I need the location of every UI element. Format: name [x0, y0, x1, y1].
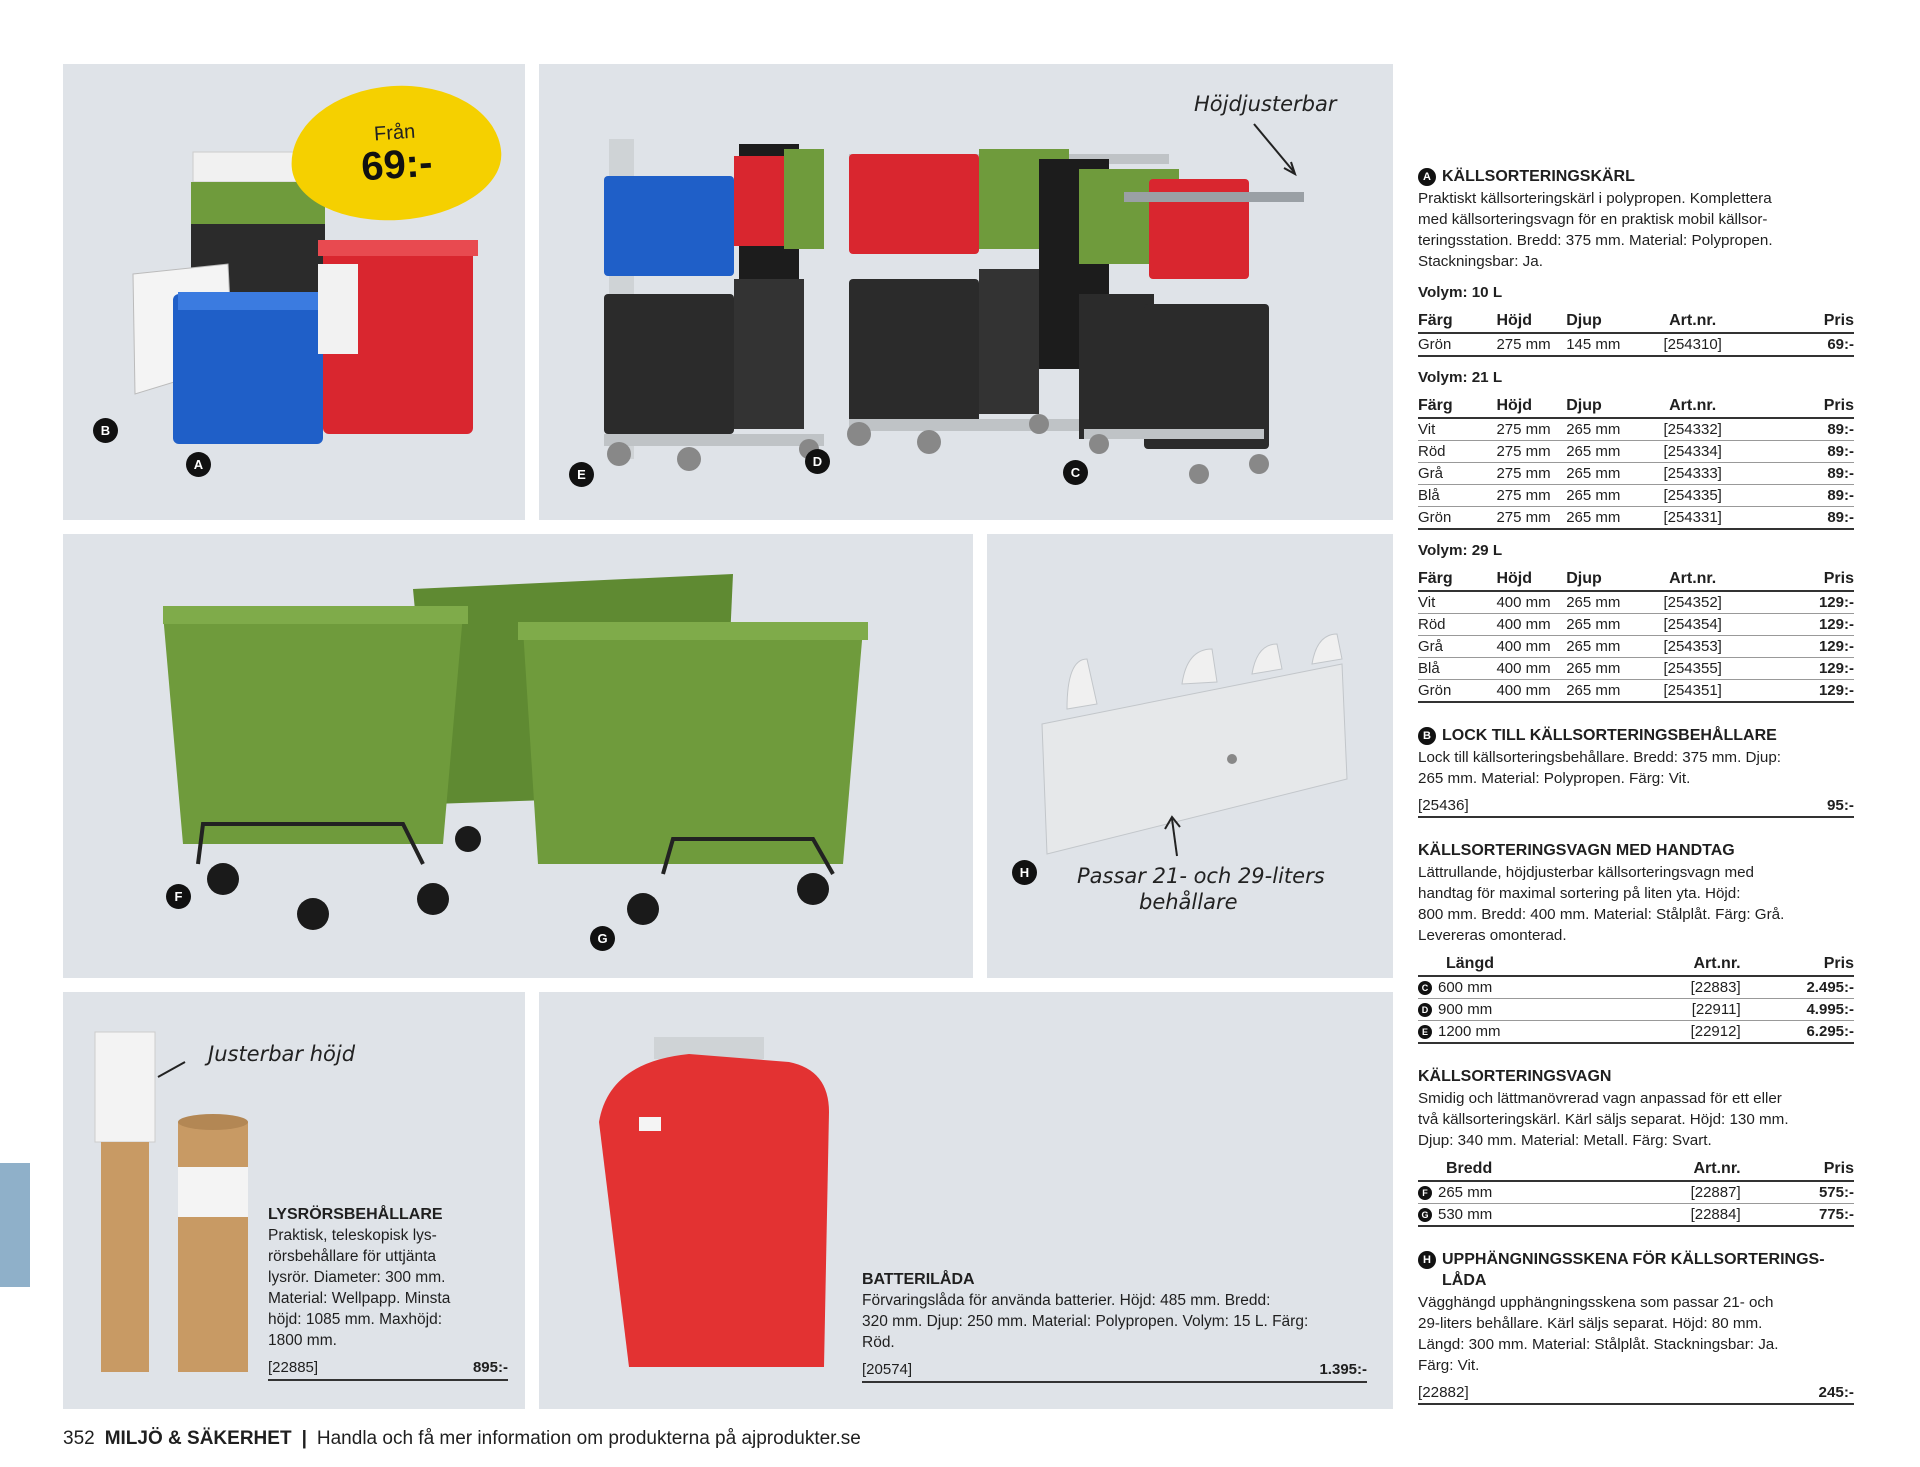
section-h-title-line1: UPPHÄNGNINGSSKENA FÖR KÄLLSORTERINGS- [1442, 1251, 1825, 1268]
cell-art: [254334] [1645, 441, 1741, 463]
cell-color: Grön [1418, 333, 1496, 356]
page-footer [63, 1428, 861, 1450]
col-price: Pris [1741, 392, 1854, 418]
tube-holder-desc-4: Material: Wellpapp. Minsta [268, 1290, 451, 1307]
table-row [1418, 636, 1854, 658]
cell-length [1418, 1021, 1627, 1044]
section-fg-title-text: KÄLLSORTERINGSVAGN [1418, 1068, 1612, 1085]
col-price: Pris [1741, 950, 1854, 976]
cell-height: 275 mm [1496, 485, 1566, 507]
footer-section: MILJÖ & SÄKERHET [104, 1428, 292, 1449]
tube-holder-title: LYSRÖRSBEHÅLLARE [268, 1206, 443, 1223]
cell-length [1418, 976, 1627, 999]
section-cde-header [1418, 950, 1854, 976]
section-fg-desc [1418, 1088, 1854, 1151]
tube-holder-desc-1: Praktisk, teleskopisk lys- [268, 1227, 437, 1244]
cell-price: 6.295:- [1741, 1021, 1854, 1044]
cell-height: 400 mm [1496, 658, 1566, 680]
cell-height: 275 mm [1496, 463, 1566, 485]
cell-art: [254332] [1645, 418, 1741, 441]
cell-height: 275 mm [1496, 441, 1566, 463]
section-fg-title [1418, 1066, 1854, 1087]
cell-color: Röd [1418, 441, 1496, 463]
cell-price: 129:- [1741, 658, 1854, 680]
cell-height: 275 mm [1496, 507, 1566, 530]
cell-depth: 265 mm [1566, 614, 1644, 636]
image-panel-battery-box [539, 992, 1393, 1409]
price-badge-from: Från [373, 120, 416, 145]
cell-art: [22883] [1627, 976, 1740, 999]
marker-c-small: C [1418, 981, 1432, 995]
cell-length [1418, 999, 1627, 1021]
battery-box-price-row [862, 1359, 1367, 1383]
cell-art: [254353] [1645, 636, 1741, 658]
volume-21-label: Volym: 21 L [1418, 369, 1503, 386]
cell-price: 2.495:- [1741, 976, 1854, 999]
annotation-adjustable-height: Justerbar höjd [208, 1042, 356, 1066]
cell-art: [254333] [1645, 463, 1741, 485]
cell-color: Vit [1418, 418, 1496, 441]
image-panel-tube-holder [63, 992, 525, 1409]
marker-g: G [590, 926, 615, 951]
cell-price: 129:- [1741, 591, 1854, 614]
cell-height: 400 mm [1496, 636, 1566, 658]
section-fg-table [1418, 1155, 1854, 1227]
cell-color: Grön [1418, 680, 1496, 703]
cell-art: [22884] [1627, 1204, 1740, 1227]
col-price: Pris [1741, 307, 1854, 333]
cell-length-value: 900 mm [1438, 1001, 1493, 1018]
cell-depth: 265 mm [1566, 463, 1644, 485]
cell-price: 775:- [1741, 1204, 1854, 1227]
section-h-title-line2: LÅDA [1442, 1272, 1487, 1289]
table-row [1418, 441, 1854, 463]
section-fg-header [1418, 1155, 1854, 1181]
section-h-price: 245:- [1818, 1384, 1854, 1401]
cell-width [1418, 1204, 1627, 1227]
cell-price: 129:- [1741, 680, 1854, 703]
image-panel-carts [539, 64, 1393, 520]
col-depth: Djup [1566, 392, 1644, 418]
marker-c: C [1063, 460, 1088, 485]
product-spec-column [1418, 166, 1854, 1405]
battery-box-desc-2: 320 mm. Djup: 250 mm. Material: Polypropen. Volym: 15 L. Färg: [862, 1313, 1309, 1330]
section-a-desc-4: Stackningsbar: Ja. [1418, 253, 1543, 270]
cell-color: Grön [1418, 507, 1496, 530]
section-a-title-text: KÄLLSORTERINGSKÄRL [1442, 168, 1635, 185]
annotation-fits-line1: Passar 21- och 29-liters [1077, 864, 1325, 888]
cell-art: [254351] [1645, 680, 1741, 703]
col-price: Pris [1741, 565, 1854, 591]
section-h-desc-3: Längd: 300 mm. Material: Stålplåt. Stackningsbar: Ja. [1418, 1336, 1779, 1353]
tube-holder-art: [22885] [268, 1359, 319, 1376]
cell-depth: 265 mm [1566, 658, 1644, 680]
volume-29-label: Volym: 29 L [1418, 542, 1503, 559]
col-art: Art.nr. [1645, 392, 1741, 418]
section-h-desc-2: 29-liters behållare. Kärl säljs separat. Höjd: 80 mm. [1418, 1315, 1763, 1332]
section-h-marker: H [1418, 1251, 1436, 1269]
cell-width-value: 530 mm [1438, 1206, 1493, 1223]
marker-e-small: E [1418, 1025, 1432, 1039]
col-height: Höjd [1496, 565, 1566, 591]
col-color: Färg [1418, 307, 1496, 333]
marker-f: F [166, 884, 191, 909]
cell-depth: 145 mm [1566, 333, 1644, 356]
cell-price: 129:- [1741, 614, 1854, 636]
cell-price: 89:- [1741, 485, 1854, 507]
col-art: Art.nr. [1645, 307, 1741, 333]
cell-art: [254352] [1645, 591, 1741, 614]
col-depth: Djup [1566, 307, 1644, 333]
battery-box-info [862, 1269, 1367, 1383]
col-art: Art.nr. [1627, 950, 1740, 976]
annotation-height-adjustable: Höjdjusterbar [1194, 92, 1337, 116]
cell-color: Blå [1418, 658, 1496, 680]
section-h-title-text [1442, 1249, 1825, 1291]
cell-art: [254355] [1645, 658, 1741, 680]
image-panel-bins [63, 64, 525, 520]
marker-d: D [805, 449, 830, 474]
cell-price: 89:- [1741, 463, 1854, 485]
table-row [1418, 1021, 1854, 1044]
cell-price: 89:- [1741, 418, 1854, 441]
cell-art: [254354] [1645, 614, 1741, 636]
cell-height: 400 mm [1496, 680, 1566, 703]
table-row [1418, 658, 1854, 680]
cell-price: 89:- [1741, 441, 1854, 463]
table-row [1418, 418, 1854, 441]
price-badge-value: 69:- [359, 140, 434, 189]
cell-price: 69:- [1741, 333, 1854, 356]
col-price: Pris [1741, 1155, 1854, 1181]
tube-holder-desc-5: höjd: 1085 mm. Maxhöjd: [268, 1311, 443, 1328]
cell-art: [22911] [1627, 999, 1740, 1021]
marker-a: A [186, 452, 211, 477]
table-row [1418, 591, 1854, 614]
volume-10-label: Volym: 10 L [1418, 284, 1503, 301]
cell-price: 89:- [1741, 507, 1854, 530]
col-color: Färg [1418, 565, 1496, 591]
marker-g-small: G [1418, 1208, 1432, 1222]
table-row [1418, 1181, 1854, 1204]
section-a-marker: A [1418, 168, 1436, 186]
section-b-art: [25436] [1418, 797, 1469, 814]
col-art: Art.nr. [1645, 565, 1741, 591]
table-row [1418, 485, 1854, 507]
section-fg-desc-3: Djup: 340 mm. Material: Metall. Färg: Svart. [1418, 1132, 1712, 1149]
tube-holder-price-row [268, 1357, 508, 1381]
section-cde-desc [1418, 862, 1854, 946]
marker-f-small: F [1418, 1186, 1432, 1200]
battery-box-title: BATTERILÅDA [862, 1271, 975, 1288]
table-row [1418, 976, 1854, 999]
section-b-desc-1: Lock till källsorteringsbehållare. Bredd: 375 mm. Djup: [1418, 749, 1781, 766]
carts-illustration [539, 64, 1393, 520]
cell-length-value: 600 mm [1438, 979, 1493, 996]
green-bins-illustration [63, 534, 973, 978]
marker-h: H [1012, 860, 1037, 885]
cell-price: 129:- [1741, 636, 1854, 658]
cell-depth: 265 mm [1566, 485, 1644, 507]
cell-art: [22887] [1627, 1181, 1740, 1204]
section-fg-desc-2: två källsorteringskärl. Kärl säljs separat. Höjd: 130 mm. [1418, 1111, 1789, 1128]
section-h-price-row [1418, 1382, 1854, 1405]
cell-color: Grå [1418, 636, 1496, 658]
cell-art: [254310] [1645, 333, 1741, 356]
section-b-price: 95:- [1826, 797, 1854, 814]
cell-height: 275 mm [1496, 333, 1566, 356]
section-b-desc [1418, 747, 1854, 789]
section-h-desc-1: Vägghängd upphängningsskena som passar 21- och [1418, 1294, 1774, 1311]
section-cde-desc-1: Lättrullande, höjdjusterbar källsorteringsvagn med [1418, 864, 1755, 881]
cell-width-value: 265 mm [1438, 1184, 1493, 1201]
section-a-desc-1: Praktiskt källsorteringskärl i polypropen. Komplettera [1418, 190, 1772, 207]
battery-box-desc-1: Förvaringslåda för använda batterier. Höjd: 485 mm. Bredd: [862, 1292, 1271, 1309]
col-depth: Djup [1566, 565, 1644, 591]
volume-10-header [1418, 307, 1854, 333]
section-cde-desc-3: 800 mm. Bredd: 400 mm. Material: Stålplåt. Färg: Grå. [1418, 906, 1785, 923]
marker-b: B [93, 418, 118, 443]
image-panel-rail [987, 534, 1393, 978]
cell-depth: 265 mm [1566, 507, 1644, 530]
table-row [1418, 463, 1854, 485]
cell-art: [254335] [1645, 485, 1741, 507]
cell-height: 400 mm [1496, 591, 1566, 614]
cell-art: [22912] [1627, 1021, 1740, 1044]
table-row [1418, 680, 1854, 703]
volume-10-table [1418, 307, 1854, 357]
section-cde-desc-4: Levereras omonterad. [1418, 927, 1567, 944]
section-cde-title-text: KÄLLSORTERINGSVAGN MED HANDTAG [1418, 842, 1735, 859]
battery-box-desc-3: Röd. [862, 1334, 895, 1351]
cell-depth: 265 mm [1566, 591, 1644, 614]
volume-29-header [1418, 565, 1854, 591]
section-cde-desc-2: handtag för maximal sortering på liten yta. Höjd: [1418, 885, 1741, 902]
section-cde-table [1418, 950, 1854, 1044]
cell-width [1418, 1181, 1627, 1204]
cell-depth: 265 mm [1566, 636, 1644, 658]
table-row [1418, 999, 1854, 1021]
cell-art: [254331] [1645, 507, 1741, 530]
table-row [1418, 333, 1854, 356]
cell-price: 4.995:- [1741, 999, 1854, 1021]
section-h-title [1418, 1249, 1854, 1291]
footer-text: Handla och få mer information om produkterna på ajprodukter.se [316, 1428, 861, 1449]
marker-e: E [569, 462, 594, 487]
cell-color: Vit [1418, 591, 1496, 614]
col-color: Färg [1418, 392, 1496, 418]
col-height: Höjd [1496, 307, 1566, 333]
section-a-title [1418, 166, 1854, 187]
image-panel-green-bins [63, 534, 973, 978]
cell-depth: 265 mm [1566, 441, 1644, 463]
battery-box-art: [20574] [862, 1361, 913, 1378]
section-a-desc-2: med källsorteringsvagn för en praktisk mobil källsor- [1418, 211, 1768, 228]
cell-height: 400 mm [1496, 614, 1566, 636]
cell-depth: 265 mm [1566, 418, 1644, 441]
section-h-art: [22882] [1418, 1384, 1469, 1401]
section-b-marker: B [1418, 727, 1436, 745]
tube-holder-desc-2: rörsbehållare för uttjänta [268, 1248, 437, 1265]
volume-21-header [1418, 392, 1854, 418]
section-b-title-text: LOCK TILL KÄLLSORTERINGSBEHÅLLARE [1442, 727, 1777, 744]
section-h-desc-4: Färg: Vit. [1418, 1357, 1480, 1374]
section-b-desc-2: 265 mm. Material: Polypropen. Färg: Vit. [1418, 770, 1691, 787]
section-a-desc [1418, 188, 1854, 272]
cell-length-value: 1200 mm [1438, 1023, 1501, 1040]
section-cde-title [1418, 840, 1854, 861]
marker-d-small: D [1418, 1003, 1432, 1017]
tube-holder-info [268, 1204, 508, 1381]
cell-price: 575:- [1741, 1181, 1854, 1204]
tube-holder-price: 895:- [472, 1359, 508, 1376]
section-fg-desc-1: Smidig och lättmanövrerad vagn anpassad för ett eller [1418, 1090, 1782, 1107]
table-row [1418, 1204, 1854, 1227]
volume-21-table [1418, 392, 1854, 530]
section-b-title [1418, 725, 1854, 746]
footer-separator: | [301, 1428, 307, 1449]
tube-holder-desc-6: 1800 mm. [268, 1332, 337, 1349]
section-h-desc [1418, 1292, 1854, 1376]
section-a-desc-3: teringsstation. Bredd: 375 mm. Material: Polypropen. [1418, 232, 1773, 249]
table-row [1418, 614, 1854, 636]
page-number: 352 [63, 1428, 95, 1449]
cell-height: 275 mm [1496, 418, 1566, 441]
col-art: Art.nr. [1627, 1155, 1740, 1181]
table-row [1418, 507, 1854, 530]
col-width: Bredd [1418, 1155, 1627, 1181]
annotation-fits-line2: behållare [1139, 890, 1238, 914]
battery-box-price: 1.395:- [1319, 1361, 1367, 1378]
section-side-tab [0, 1163, 30, 1287]
cell-depth: 265 mm [1566, 680, 1644, 703]
tube-holder-desc-3: lysrör. Diameter: 300 mm. [268, 1269, 446, 1286]
cell-color: Grå [1418, 463, 1496, 485]
col-height: Höjd [1496, 392, 1566, 418]
volume-29-table [1418, 565, 1854, 703]
section-b-price-row [1418, 795, 1854, 818]
cell-color: Röd [1418, 614, 1496, 636]
col-length: Längd [1418, 950, 1627, 976]
cell-color: Blå [1418, 485, 1496, 507]
